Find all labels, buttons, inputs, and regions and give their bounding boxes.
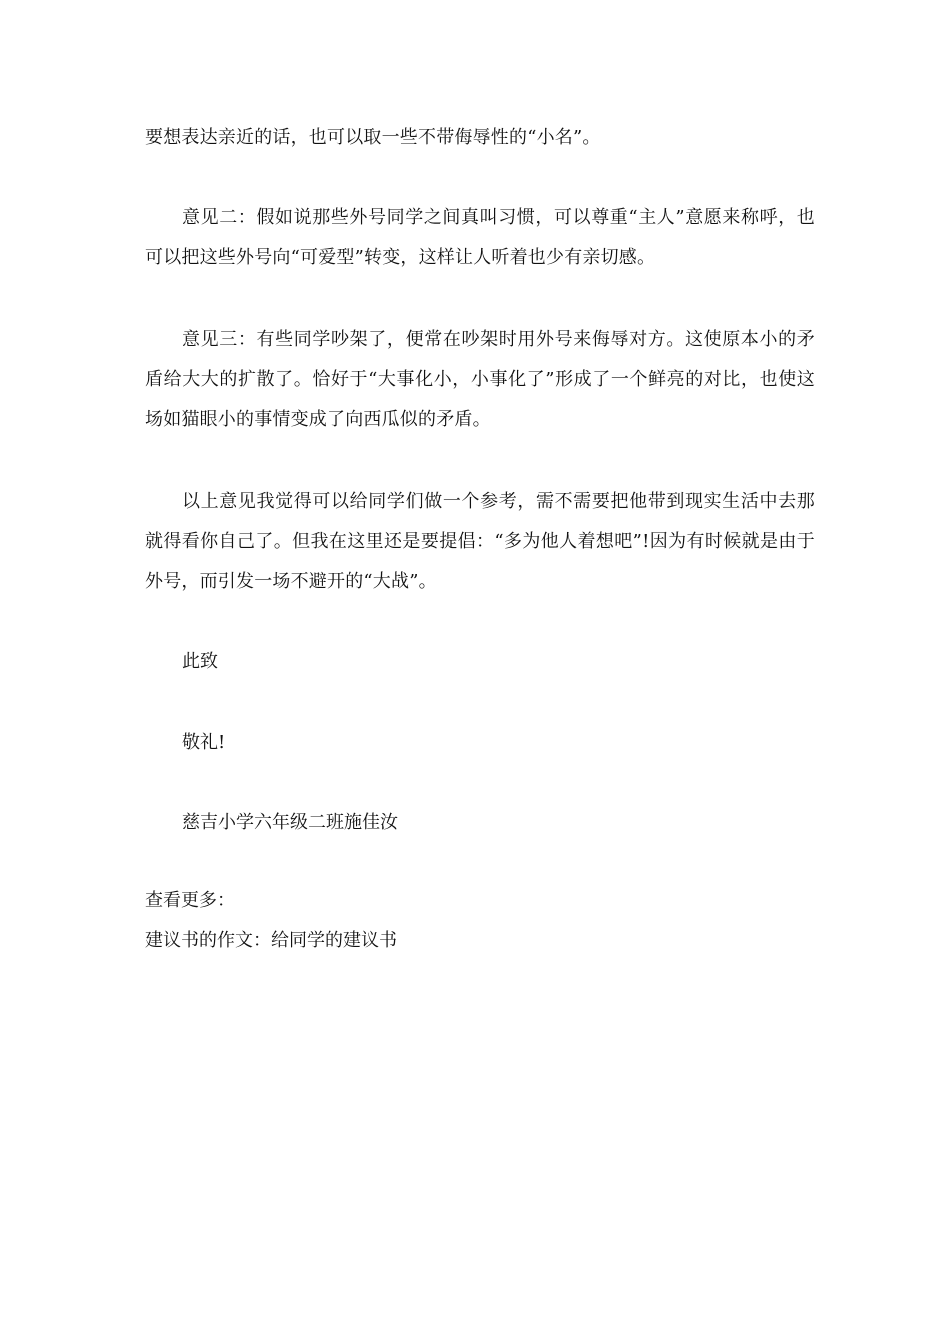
related-article-link[interactable]: 建议书的作文：给同学的建议书 — [145, 930, 397, 951]
signature: 慈吉小学六年级二班施佳汝 — [182, 812, 398, 833]
paragraph-opinion-three: 意见三：有些同学吵架了，便常在吵架时用外号来侮辱对方。这使原本小的矛盾给大大的扩散了。恰好于“大事化小，小事化了”形成了一个鲜亮的对比，也使这场如猫眼小的事情变成了向西瓜似的矛盾。 — [145, 329, 815, 430]
paragraph-opinion-two: 意见二：假如说那些外号同学之间真叫习惯，可以尊重“主人”意愿来称呼，也可以把这些外号向“可爱型”转变，这样让人听着也少有亲切感。 — [145, 207, 815, 268]
closing-cizhi: 此致 — [182, 651, 218, 672]
paragraph-intro-tail: 要想表达亲近的话，也可以取一些不带侮辱性的“小名”。 — [145, 127, 601, 148]
paragraph-conclusion: 以上意见我觉得可以给同学们做一个参考，需不需要把他带到现实生活中去那就得看你自己了。但我在这里还是要提倡：“多为他人着想吧”!因为有时候就是由于外号，而引发一场不避开的“大战”。 — [145, 491, 815, 592]
closing-jingli: 敬礼! — [182, 732, 226, 753]
see-more-label: 查看更多： — [145, 890, 235, 911]
